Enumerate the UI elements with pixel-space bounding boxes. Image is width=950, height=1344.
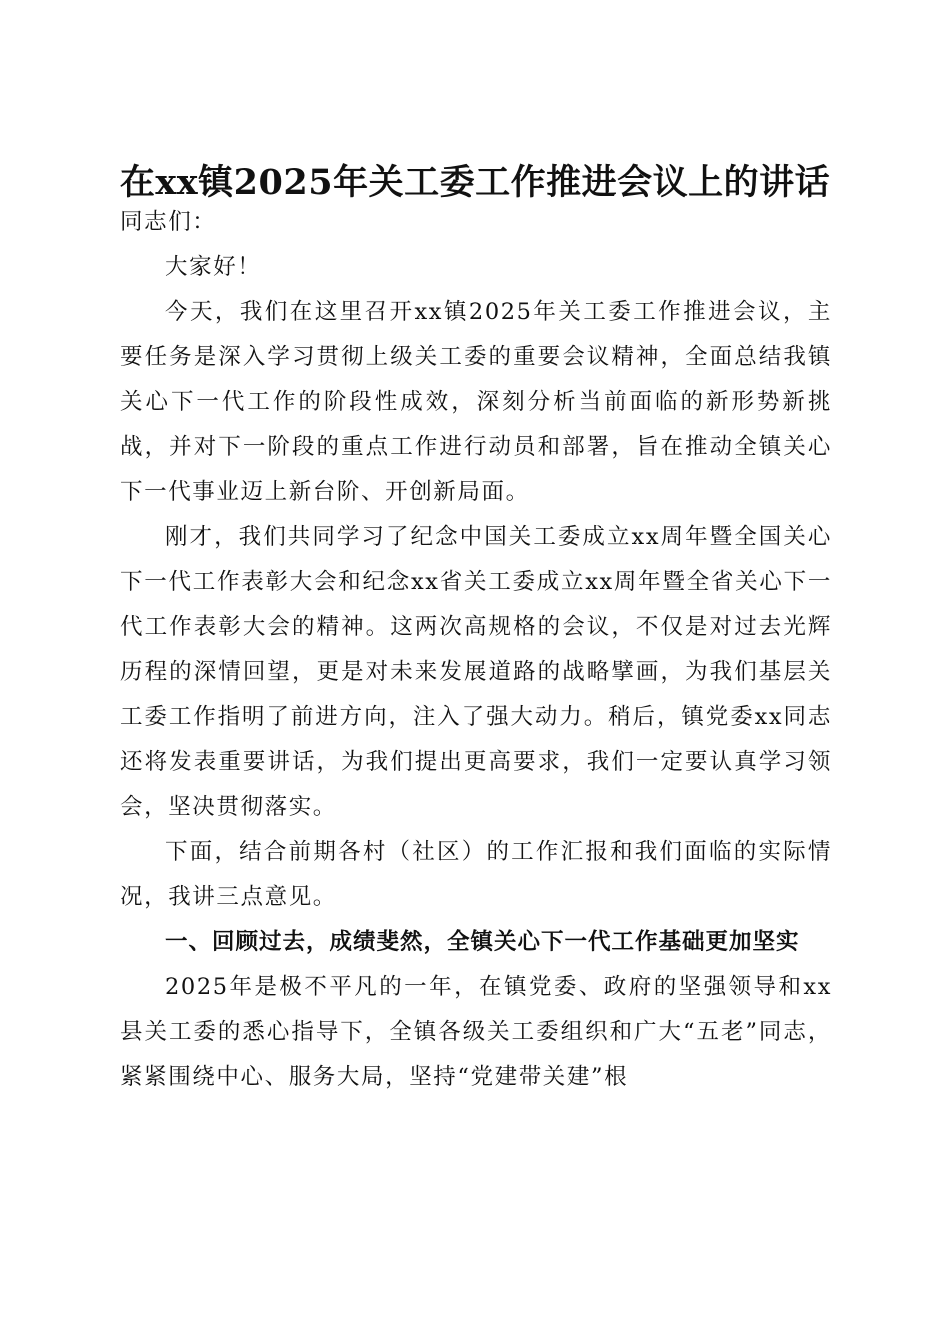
paragraph-study: 刚才，我们共同学习了纪念中国关工委成立xx周年暨全国关心下一代工作表彰大会和纪念xx省关工委成立xx周年暨全省关心下一代工作表彰大会的精神。这两次高规格的会议，不仅是对过去光辉历程的深情回望，更是对未来发展道路的战略擘画，为我们基层关工委工作指明了前进方向，注入了强大动力。稍后，镇党委xx同志还将发表重要讲话，为我们提出更高要求，我们一定要认真学习领会，坚决贯彻落实。 bbox=[120, 524, 832, 820]
document-body bbox=[120, 200, 832, 1100]
section-heading-one: 一、回顾过去，成绩斐然，全镇关心下一代工作基础更加坚实 bbox=[165, 929, 800, 955]
salutation: 同志们： bbox=[120, 209, 217, 235]
document-title: 在xx镇2025年关工委工作推进会议上的讲话 bbox=[119, 162, 831, 204]
paragraph-review: 2025年是极不平凡的一年，在镇党委、政府的坚强领导和xx县关工委的悉心指导下，全镇各级关工委组织和广大“五老”同志，紧紧围绕中心、服务大局，坚持“党建带关建”根 bbox=[120, 974, 832, 1090]
greeting: 大家好！ bbox=[165, 254, 262, 280]
paragraph-opening: 今天，我们在这里召开xx镇2025年关工委工作推进会议，主要任务是深入学习贯彻上级关工委的重要会议精神，全面总结我镇关心下一代工作的阶段性成效，深刻分析当前面临的新形势新挑战，并对下一阶段的重点工作进行动员和部署，旨在推动全镇关心下一代事业迈上新台阶、开创新局面。 bbox=[120, 299, 832, 505]
paragraph-outline: 下面，结合前期各村（社区）的工作汇报和我们面临的实际情况，我讲三点意见。 bbox=[120, 839, 832, 910]
